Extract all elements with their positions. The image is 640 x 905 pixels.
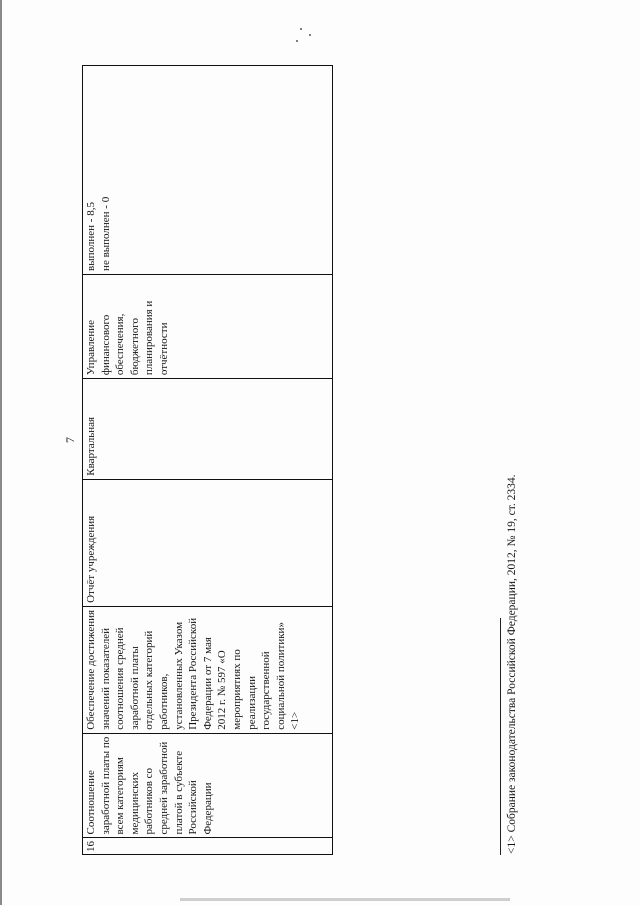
scan-speck [300, 28, 302, 30]
row-number-cell [83, 838, 333, 855]
method-line: государственной [260, 651, 273, 730]
row-number: 16 [85, 841, 97, 852]
responsible-line: отчётности [157, 322, 170, 376]
responsible-cell [83, 274, 333, 378]
method-line: реализации [245, 676, 258, 730]
method-line: мероприятиях по [230, 649, 243, 730]
page-number: 7 [63, 437, 77, 443]
responsible-line: обеспечения, [114, 313, 127, 376]
scan-bottom-shadow [180, 898, 510, 901]
method-line: Федерации от 7 мая [201, 637, 214, 730]
rotated-content [60, 65, 590, 855]
indicator-line: заработной платы по [99, 736, 112, 835]
method-line: Президента Российской [187, 617, 200, 730]
method-line: соотношения средней [114, 627, 127, 730]
method-line: значений показателей [99, 627, 112, 730]
indicator-line: средней заработной [157, 741, 170, 835]
indicator-line: Федерации [201, 782, 214, 835]
method-line: Обеспечение достижения [85, 609, 97, 730]
evaluation-line: не выполнен - 0 [99, 196, 112, 271]
method-line: установленных Указом [172, 621, 185, 730]
source-cell [83, 479, 333, 606]
indicator-line: медицинских [128, 772, 141, 835]
indicator-line: работников со [143, 767, 156, 835]
indicator-line: Соотношение [85, 770, 97, 835]
method-line: 2012 г. № 597 «О [216, 650, 229, 730]
method-line: заработной платы [128, 646, 141, 730]
footnote: <1> Собрание законодательства Российской Федерации, 2012, № 19, ст. 2334. [506, 474, 518, 854]
indicator-line: Российской [187, 780, 200, 835]
table-row [83, 66, 333, 855]
scan-left-edge [0, 0, 2, 905]
method-line: <1> [289, 711, 302, 730]
responsible-line: планирования и [143, 300, 156, 376]
responsible-line: Управление [85, 319, 97, 376]
method-line: отдельных категорий [143, 630, 156, 730]
periodicity-text: Квартальная [85, 416, 97, 476]
periodicity-cell [83, 379, 333, 480]
evaluation-line: выполнен - 8,5 [85, 202, 97, 271]
indicator-table [82, 65, 333, 855]
indicator-cell [83, 733, 333, 838]
source-text: Отчёт учреждения [85, 515, 97, 603]
evaluation-cell [83, 66, 333, 275]
indicator-line: платой в субъекте [172, 750, 185, 835]
method-line: работников, [157, 673, 170, 730]
scan-speck [309, 34, 311, 36]
method-cell [83, 606, 333, 733]
footnote-divider [500, 618, 501, 855]
responsible-line: финансового [99, 314, 112, 376]
indicator-line: всем категориям [114, 757, 127, 835]
responsible-line: бюджетного [128, 318, 141, 376]
method-line: социальной политики» [274, 622, 287, 730]
scan-speck [296, 40, 298, 42]
